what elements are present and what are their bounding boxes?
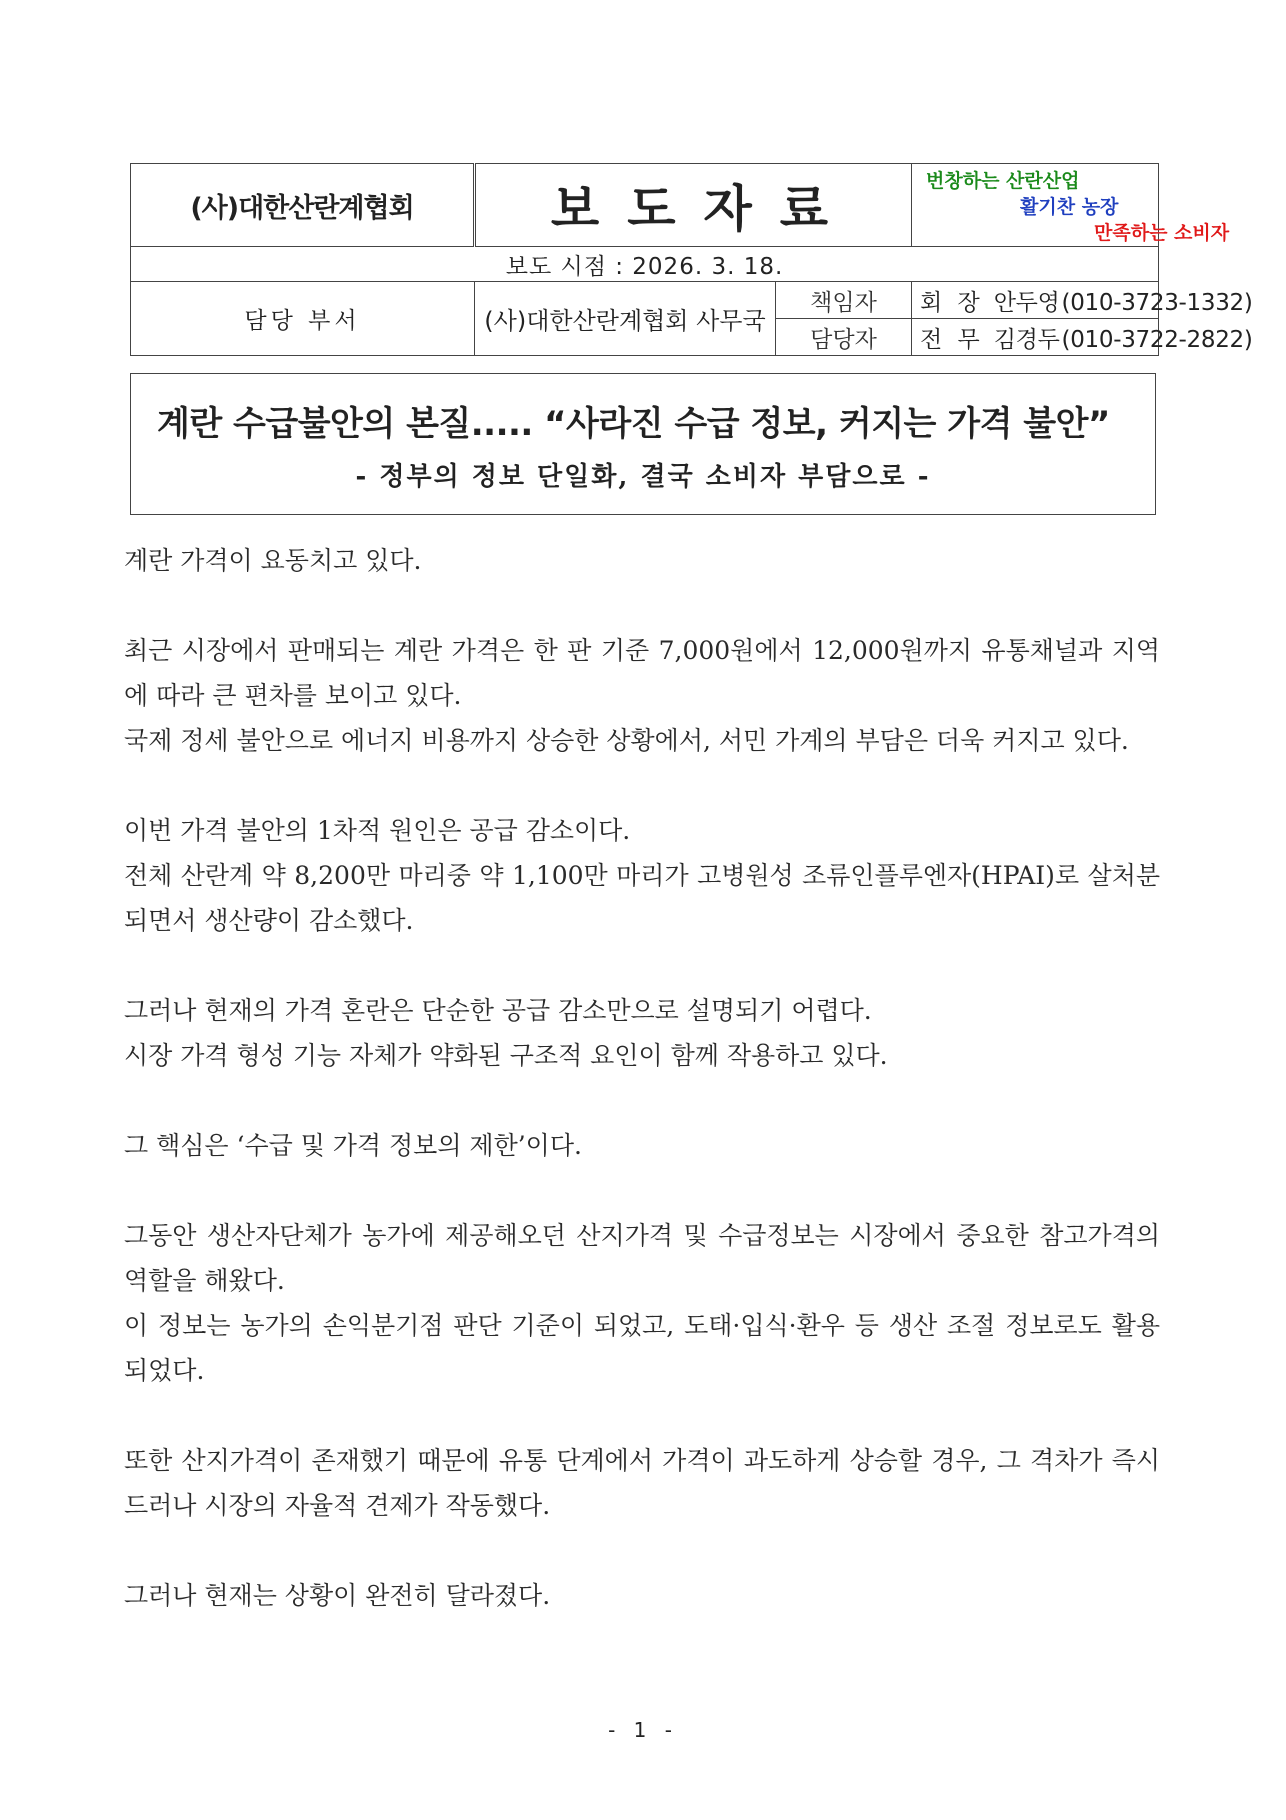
slogan-line-1: 번창하는 산란산업: [926, 170, 1080, 192]
body-paragraph: 그 핵심은 ‘수급 및 가격 정보의 제한’이다.: [124, 1131, 582, 1160]
press-release-label: 보도자료: [475, 164, 912, 247]
body-paragraph: 그러나 현재는 상황이 완전히 달라졌다.: [124, 1581, 551, 1610]
contact-info-1: [912, 282, 1253, 319]
press-header-table: [130, 163, 1253, 356]
contact-role-1: 책임자: [776, 282, 912, 319]
headline-title: 계란 수급불안의 본질..... “사라진 수급 정보, 커지는 가격 불안”: [157, 404, 1110, 444]
body-paragraph: 계란 가격이 요동치고 있다.: [124, 546, 422, 575]
release-time: 보도 시점 : 2026. 3. 18.: [131, 247, 1159, 282]
body-paragraph: 또한 산지가격이 존재했기 때문에 유통 단계에서 가격이 과도하게 상승할 경우, 그 격차가 즉시 드러나 시장의 자율적 견제가 작동했다.: [124, 1446, 1160, 1520]
headline-subtitle: - 정부의 정보 단일화, 결국 소비자 부담으로 -: [355, 462, 931, 492]
department-label: 담당 부서: [131, 282, 475, 356]
page-number: - 1 -: [608, 1718, 678, 1742]
department-name: (사)대한산란계협회 사무국: [475, 282, 776, 356]
contact-name-1: 안두영: [993, 289, 1060, 316]
slogan-line-3: 만족하는 소비자: [1094, 222, 1230, 244]
body-paragraph: 그동안 생산자단체가 농가에 제공해오던 산지가격 및 수급정보는 시장에서 중요한 참고가격의 역할을 해왔다. 이 정보는 농가의 손익분기점 판단 기준이 되었고, 도태·입식·환우 등 생산 조절 정보로도 활용되었다.: [124, 1221, 1160, 1385]
body-paragraph: 그러나 현재의 가격 혼란은 단순한 공급 감소만으로 설명되기 어렵다. 시장 가격 형성 기능 자체가 약화된 구조적 요인이 함께 작용하고 있다.: [124, 996, 888, 1070]
slogan-line-2: 활기찬 농장: [1020, 196, 1119, 218]
contact-name-2: 김경두: [993, 326, 1060, 353]
contact-title-2: 전 무: [920, 326, 984, 353]
contact-phone-2: (010-3722-2822): [1061, 326, 1253, 353]
headline-box: [130, 373, 1156, 515]
body-paragraph: 최근 시장에서 판매되는 계란 가격은 한 판 기준 7,000원에서 12,000원까지 유통채널과 지역에 따라 큰 편차를 보이고 있다. 국제 정세 불안으로 에너지 비용까지 상승한 상황에서, 서민 가계의 부담은 더욱 커지고 있다.: [124, 636, 1160, 755]
slogan: [912, 164, 1230, 247]
contact-role-2: 담당자: [776, 319, 912, 356]
body-paragraph: 이번 가격 불안의 1차적 원인은 공급 감소이다. 전체 산란계 약 8,200만 마리중 약 1,100만 마리가 고병원성 조류인플루엔자(HPAI)로 살처분되면서 생산량이 감소했다.: [124, 816, 1160, 935]
contact-info-2: [912, 319, 1253, 356]
article-body: [124, 538, 1160, 1663]
contact-phone-1: (010-3723-1332): [1061, 289, 1253, 316]
organization-name: (사)대한산란계협회: [131, 164, 475, 247]
contact-title-1: 회 장: [920, 289, 984, 316]
